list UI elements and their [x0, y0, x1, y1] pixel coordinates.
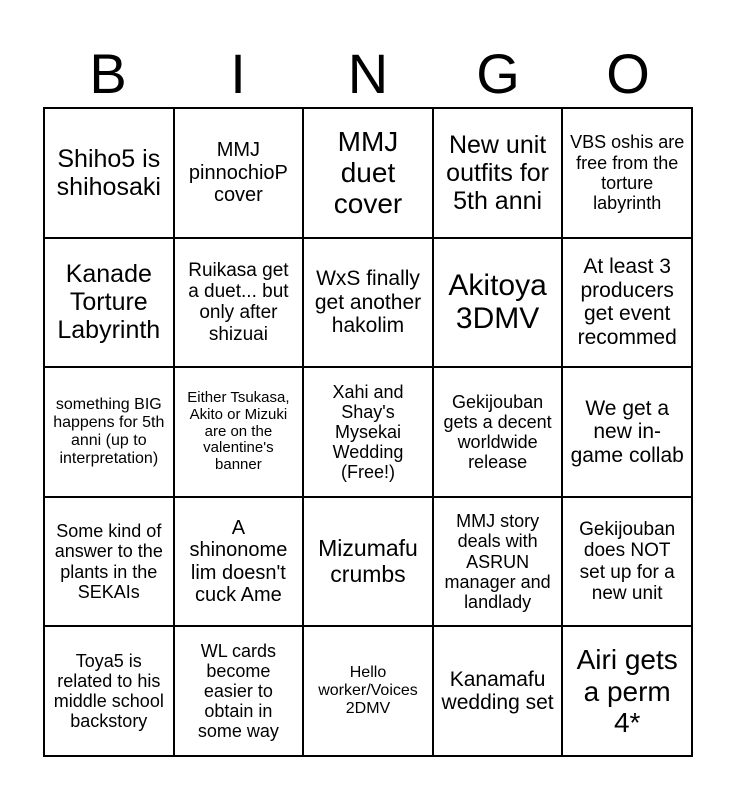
cell-text: Xahi and Shay's Mysekai Wedding (Free!)	[332, 381, 404, 483]
cell-text: MMJ story deals with ASRUN manager and landlady	[444, 511, 551, 612]
bingo-cell[interactable]	[303, 108, 433, 238]
bingo-cell[interactable]	[303, 497, 433, 627]
header-letter-n: N	[347, 42, 389, 105]
bingo-cell[interactable]	[44, 626, 174, 756]
cell-text: WL cards become easier to obtain in some way	[197, 640, 279, 742]
cell-text: Akitoya 3DMV	[448, 268, 547, 336]
cell-text: Gekijouban does NOT set up for a new unit	[579, 519, 676, 604]
bingo-cell[interactable]	[433, 238, 563, 368]
bingo-cell[interactable]	[562, 367, 692, 497]
bingo-cell[interactable]	[433, 108, 563, 238]
header-letter-i: I	[230, 42, 246, 105]
cell-text: Airi gets a perm 4*	[576, 644, 678, 738]
bingo-cell[interactable]	[44, 108, 174, 238]
bingo-cell[interactable]	[174, 626, 304, 756]
bingo-cell[interactable]	[303, 238, 433, 368]
cell-text: Mizumafu crumbs	[318, 534, 418, 587]
bingo-cell[interactable]	[562, 108, 692, 238]
cell-text: Either Tsukasa, Akito or Mizuki are on the valentine's banner	[187, 389, 290, 474]
bingo-cell[interactable]	[174, 108, 304, 238]
cell-text: VBS oshis are free from the torture labyrinth	[570, 132, 685, 213]
header-letter-g: G	[476, 42, 520, 105]
bingo-cell[interactable]	[562, 238, 692, 368]
cell-text: At least 3 producers get event recommed	[577, 255, 677, 349]
bingo-cell[interactable]	[303, 367, 433, 497]
cell-text: Some kind of answer to the plants in the SEKAIs	[54, 521, 163, 602]
bingo-cell[interactable]	[174, 497, 304, 627]
bingo-cell[interactable]	[44, 367, 174, 497]
cell-text: Kanade Torture Labyrinth	[57, 260, 161, 345]
bingo-cell[interactable]	[303, 626, 433, 756]
cell-text: something BIG happens for 5th anni (up to interpretation)	[53, 396, 165, 467]
cell-text: Toya5 is related to his middle school backstory	[53, 650, 164, 732]
bingo-cell[interactable]	[433, 497, 563, 627]
bingo-cell[interactable]	[562, 626, 692, 756]
bingo-card-grid	[43, 107, 693, 757]
bingo-header	[43, 40, 693, 108]
header-letter-b: B	[89, 42, 127, 105]
bingo-cell[interactable]	[174, 367, 304, 497]
cell-text: New unit outfits for 5th anni	[446, 130, 549, 215]
header-letter-o: O	[606, 42, 650, 105]
cell-text: Kanamafu wedding set	[441, 667, 554, 715]
bingo-cell[interactable]	[433, 367, 563, 497]
cell-text: Gekijouban gets a decent worldwide release	[443, 391, 552, 473]
bingo-cell[interactable]	[44, 497, 174, 627]
cell-text: WxS finally get another hakolim	[314, 267, 422, 338]
bingo-cell[interactable]	[562, 497, 692, 627]
cell-text: A shinonome lim doesn't cuck Ame	[189, 516, 288, 606]
cell-text: Ruikasa get a duet... but only after shizuai	[188, 259, 289, 345]
cell-text: Hello worker/Voices 2DMV	[318, 664, 418, 718]
cell-text: MMJ pinnochioP cover	[188, 139, 288, 206]
cell-text: Shiho5 is shihosaki	[56, 144, 161, 201]
cell-text: MMJ duet cover	[333, 125, 403, 220]
bingo-cell[interactable]	[174, 238, 304, 368]
bingo-cell[interactable]	[433, 626, 563, 756]
bingo-cell[interactable]	[44, 238, 174, 368]
cell-text: We get a new in-game collab	[570, 396, 684, 467]
